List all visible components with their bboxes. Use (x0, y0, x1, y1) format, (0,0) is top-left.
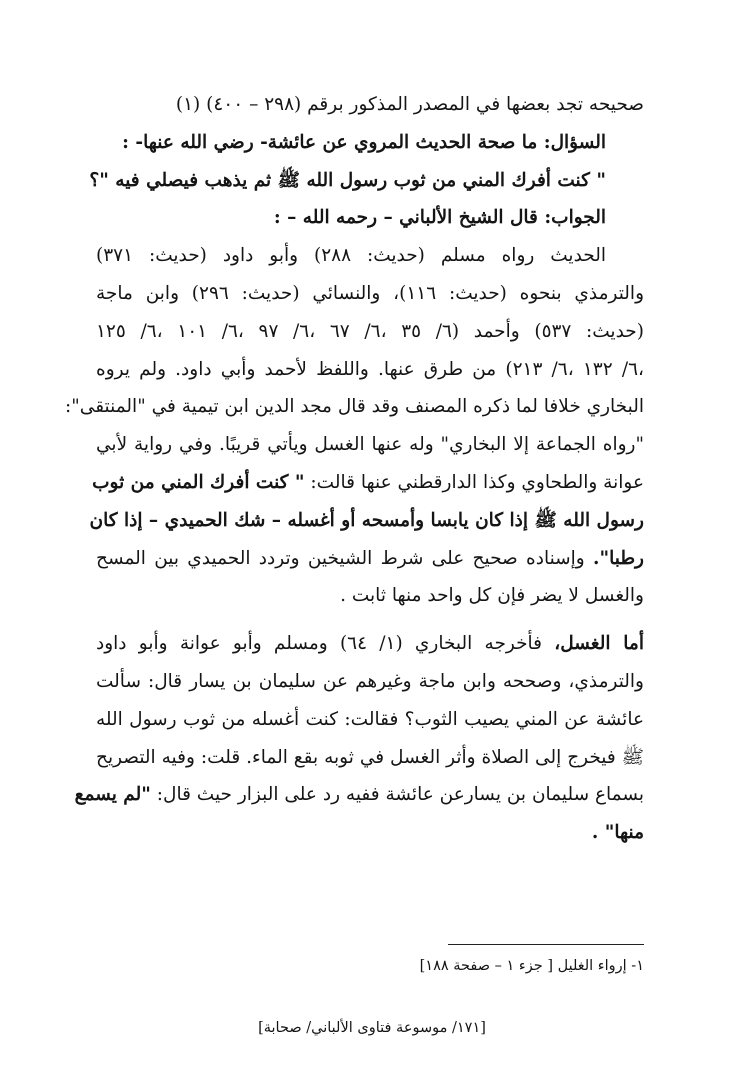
line-text: ﷺ فيخرج إلى الصلاة وأثر الغسل في ثوبه بقع الماء. قلت: وفيه التصريح (96, 746, 644, 768)
text-line (96, 739, 644, 777)
page-footer: [١٧١/ موسوعة فتاوى الألباني/ صحابة] (258, 1020, 486, 1036)
line-text: بسماع سليمان بن يسارعن عائشة ففيه رد على البزار حيث قال: (150, 784, 644, 806)
line-text: عائشة عن المني يصيب الثوب؟ فقالت: كنت أغسله من ثوب رسول الله (96, 708, 644, 730)
text-line (96, 237, 644, 275)
line-text: البخاري خلافا لما ذكره المصنف وقد قال مجد الدين ابن تيمية في "المنتقى": (65, 396, 644, 418)
body-text (65, 86, 645, 852)
text-line (96, 86, 644, 124)
line-bold-text: أما الغسل، (554, 633, 644, 655)
line-text: فأخرجه البخاري (١/ ٦٤) ومسلم وأبو عوانة وأبو داود (96, 633, 555, 655)
text-line (96, 701, 644, 739)
hadith-quote-line (89, 162, 644, 200)
line-text: (حديث: ٥٣٧) وأحمد (٦/ ٣٥ ،٦/ ٦٧ ،٦/ ٩٧ ،٦/ ١٠١ ،٦/ ١٢٥ (96, 320, 644, 342)
text-line (96, 275, 644, 313)
text-line (65, 388, 644, 426)
paragraph-gap (96, 615, 644, 625)
text-line (96, 814, 644, 852)
text-line (96, 540, 644, 578)
line-bold-text: منها" . (591, 822, 644, 844)
question-line (96, 124, 644, 162)
line-text: عوانة والطحاوي وكذا الدارقطني عنها قالت: (304, 471, 644, 493)
question-label: السؤال: (543, 131, 606, 153)
question-text: ما صحة الحديث المروي عن عائشة- رضي الله عنها- : (122, 131, 544, 153)
line-text: والترمذي بنحوه (حديث: ١١٦)، والنسائي (حديث: ٢٩٦) وابن ماجة (96, 282, 645, 304)
text-line (96, 351, 644, 389)
footnote: ١- إرواء الغليل [ جزء ١ – صفحة ١٨٨] (419, 958, 644, 974)
text-line (89, 502, 644, 540)
text-line (74, 776, 644, 814)
line-text: وإسناده صحيح على شرط الشيخين وتردد الحميدي بين المسح (96, 547, 594, 569)
hadith-quote: " كنت أفرك المني من ثوب رسول الله ﷺ ثم يذهب فيصلي فيه "؟ (89, 169, 606, 191)
text-line (96, 426, 644, 464)
answer-text: قال الشيخ الألباني – رحمه الله – : (273, 207, 545, 229)
line-text: "رواه الجماعة إلا البخاري" وله عنها الغسل ويأتي قريبًا. وفي رواية لأبي (96, 434, 644, 456)
footnote-divider (448, 944, 644, 945)
line-text: والترمذي، وصححه وابن ماجة وغيرهم عن سليمان بن يسار قال: سألت (96, 670, 644, 692)
line-bold-text: " كنت أفرك المني من ثوب (92, 471, 305, 493)
line-text: ،٦/ ١٣٢ ،٦/ ٢١٣) من طرق عنها. واللفظ لأحمد وأبي داود. ولم يروه (96, 358, 644, 380)
text-line (92, 464, 644, 502)
line-text: صحيحه تجد بعضها في المصدر المذكور برقم (٢٩٨ – ٤٠٠) (١) (175, 94, 644, 115)
line-bold-text: "لم يسمع (74, 784, 151, 806)
line-text: والغسل لا يضر فإن كل واحد منها ثابت . (340, 585, 644, 607)
line-text: الحديث رواه مسلم (حديث: ٢٨٨) وأبو داود (حديث: ٣٧١) (96, 245, 606, 267)
text-line (96, 663, 644, 701)
answer-label: الجواب: (544, 207, 606, 229)
text-line (96, 577, 644, 615)
answer-line (96, 199, 644, 237)
line-bold-text: رسول الله ﷺ إذا كان يابسا وأمسحه أو أغسله – شك الحميدي – إذا كان (89, 509, 644, 531)
text-line (96, 313, 644, 351)
line-bold-text: رطبا". (593, 547, 644, 569)
text-line (96, 625, 644, 663)
